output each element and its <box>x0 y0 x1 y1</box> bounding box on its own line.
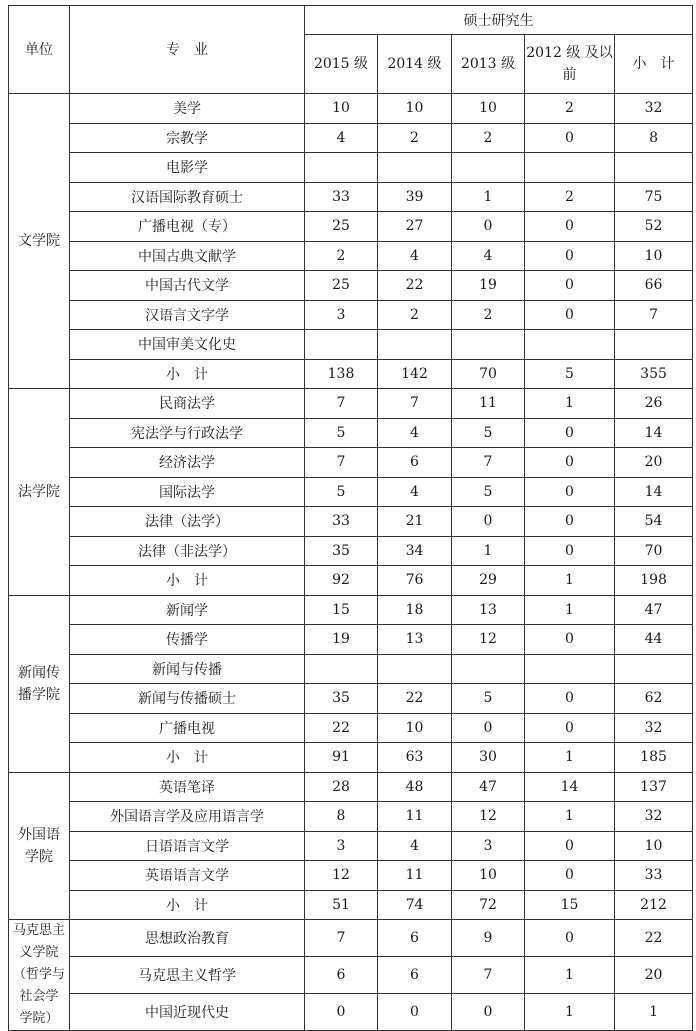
table-row <box>9 566 693 596</box>
header-year-2013: 2013 级 <box>452 35 525 94</box>
value-cell-subtotal: 33 <box>615 861 693 891</box>
table-row <box>9 802 693 832</box>
value-cell-subtotal: 20 <box>615 957 693 994</box>
value-cell-subtotal: 7 <box>615 300 693 330</box>
value-cell-2013: 47 <box>452 772 525 802</box>
value-cell-2014: 22 <box>378 684 452 714</box>
enrollment-document <box>8 5 693 1031</box>
value-cell-2012-earlier: 0 <box>525 920 615 957</box>
value-cell-2013: 9 <box>452 920 525 957</box>
value-cell-2013: 4 <box>452 241 525 271</box>
table-row <box>9 271 693 301</box>
value-cell-2013: 1 <box>452 182 525 212</box>
value-cell-2012-earlier: 0 <box>525 861 615 891</box>
major-cell: 汉语言文字学 <box>70 300 305 330</box>
value-cell-subtotal: 212 <box>615 890 693 920</box>
table-row <box>9 595 693 625</box>
value-cell-2015: 4 <box>305 123 378 153</box>
value-cell-subtotal: 26 <box>615 389 693 419</box>
value-cell-2013: 11 <box>452 389 525 419</box>
value-cell-2013: 0 <box>452 212 525 242</box>
value-cell-2015: 33 <box>305 507 378 537</box>
major-cell: 民商法学 <box>70 389 305 419</box>
value-cell-subtotal: 10 <box>615 831 693 861</box>
value-cell-2013: 13 <box>452 595 525 625</box>
value-cell-subtotal: 54 <box>615 507 693 537</box>
value-cell-2015: 25 <box>305 271 378 301</box>
major-cell: 小 计 <box>70 743 305 773</box>
value-cell-2013: 5 <box>452 477 525 507</box>
value-cell-2015: 35 <box>305 684 378 714</box>
value-cell-2015: 10 <box>305 94 378 124</box>
value-cell-subtotal <box>615 330 693 360</box>
value-cell-2015: 138 <box>305 359 378 389</box>
value-cell-2015: 7 <box>305 920 378 957</box>
value-cell-subtotal: 32 <box>615 94 693 124</box>
value-cell-2012-earlier <box>525 153 615 183</box>
value-cell-subtotal: 75 <box>615 182 693 212</box>
value-cell-2013: 7 <box>452 448 525 478</box>
value-cell-2013: 10 <box>452 861 525 891</box>
value-cell-2014: 0 <box>378 994 452 1031</box>
value-cell-2012-earlier <box>525 654 615 684</box>
value-cell-2013: 5 <box>452 418 525 448</box>
table-row <box>9 994 693 1031</box>
table-row <box>9 448 693 478</box>
value-cell-2015: 3 <box>305 300 378 330</box>
value-cell-2013: 70 <box>452 359 525 389</box>
value-cell-2014 <box>378 153 452 183</box>
value-cell-2014: 76 <box>378 566 452 596</box>
value-cell-2013: 10 <box>452 94 525 124</box>
value-cell-subtotal: 198 <box>615 566 693 596</box>
value-cell-2015: 3 <box>305 831 378 861</box>
value-cell-2015: 35 <box>305 536 378 566</box>
value-cell-subtotal: 22 <box>615 920 693 957</box>
value-cell-2015: 51 <box>305 890 378 920</box>
major-cell: 广播电视（专） <box>70 212 305 242</box>
header-major: 专 业 <box>70 6 305 94</box>
value-cell-2013: 2 <box>452 300 525 330</box>
value-cell-subtotal: 355 <box>615 359 693 389</box>
major-cell: 广播电视 <box>70 713 305 743</box>
value-cell-subtotal: 137 <box>615 772 693 802</box>
major-cell: 宪法学与行政法学 <box>70 418 305 448</box>
table-row <box>9 920 693 957</box>
table-row <box>9 743 693 773</box>
value-cell-subtotal: 20 <box>615 448 693 478</box>
unit-cell: 法学院 <box>9 389 70 596</box>
value-cell-subtotal <box>615 654 693 684</box>
value-cell-2012-earlier: 0 <box>525 241 615 271</box>
value-cell-2014: 7 <box>378 389 452 419</box>
table-row <box>9 861 693 891</box>
major-cell: 法律（非法学） <box>70 536 305 566</box>
value-cell-2014: 6 <box>378 957 452 994</box>
value-cell-2014: 2 <box>378 123 452 153</box>
value-cell-2012-earlier: 5 <box>525 359 615 389</box>
value-cell-2012-earlier: 0 <box>525 507 615 537</box>
major-cell: 马克思主义哲学 <box>70 957 305 994</box>
value-cell-subtotal: 32 <box>615 802 693 832</box>
major-cell: 新闻与传播硕士 <box>70 684 305 714</box>
value-cell-2015: 19 <box>305 625 378 655</box>
value-cell-2012-earlier: 0 <box>525 625 615 655</box>
value-cell-2013 <box>452 654 525 684</box>
major-cell: 新闻与传播 <box>70 654 305 684</box>
value-cell-2012-earlier: 0 <box>525 536 615 566</box>
major-cell: 汉语国际教育硕士 <box>70 182 305 212</box>
value-cell-2015: 92 <box>305 566 378 596</box>
value-cell-2015: 91 <box>305 743 378 773</box>
value-cell-2014: 21 <box>378 507 452 537</box>
value-cell-subtotal: 47 <box>615 595 693 625</box>
value-cell-2015: 12 <box>305 861 378 891</box>
value-cell-2014: 63 <box>378 743 452 773</box>
table-body <box>9 94 693 1031</box>
value-cell-2015: 0 <box>305 994 378 1031</box>
table-row <box>9 182 693 212</box>
value-cell-2013: 12 <box>452 625 525 655</box>
value-cell-2012-earlier: 0 <box>525 713 615 743</box>
major-cell: 法律（法学） <box>70 507 305 537</box>
value-cell-2013: 5 <box>452 684 525 714</box>
major-cell: 电影学 <box>70 153 305 183</box>
major-cell: 宗教学 <box>70 123 305 153</box>
value-cell-2013: 0 <box>452 994 525 1031</box>
major-cell: 小 计 <box>70 359 305 389</box>
value-cell-2015: 6 <box>305 957 378 994</box>
table-header <box>9 6 693 94</box>
value-cell-2013: 7 <box>452 957 525 994</box>
major-cell: 外国语言学及应用语言学 <box>70 802 305 832</box>
major-cell: 新闻学 <box>70 595 305 625</box>
value-cell-2015 <box>305 330 378 360</box>
table-row <box>9 831 693 861</box>
header-year-2012-earlier: 2012 级 及以前 <box>525 35 615 94</box>
value-cell-subtotal: 14 <box>615 418 693 448</box>
value-cell-2015: 28 <box>305 772 378 802</box>
table-row <box>9 890 693 920</box>
unit-cell: 新闻传 播学院 <box>9 595 70 772</box>
major-cell: 思想政治教育 <box>70 920 305 957</box>
value-cell-2015: 15 <box>305 595 378 625</box>
value-cell-subtotal: 44 <box>615 625 693 655</box>
major-cell: 国际法学 <box>70 477 305 507</box>
value-cell-subtotal: 32 <box>615 713 693 743</box>
value-cell-2013 <box>452 330 525 360</box>
value-cell-2012-earlier: 0 <box>525 418 615 448</box>
value-cell-2012-earlier: 1 <box>525 957 615 994</box>
value-cell-2013: 1 <box>452 536 525 566</box>
header-year-2014: 2014 级 <box>378 35 452 94</box>
value-cell-2012-earlier: 1 <box>525 802 615 832</box>
table-row <box>9 536 693 566</box>
major-cell: 中国审美文化史 <box>70 330 305 360</box>
value-cell-2014: 39 <box>378 182 452 212</box>
value-cell-subtotal: 185 <box>615 743 693 773</box>
table-row <box>9 957 693 994</box>
value-cell-2015: 33 <box>305 182 378 212</box>
value-cell-subtotal <box>615 153 693 183</box>
value-cell-subtotal: 70 <box>615 536 693 566</box>
value-cell-2014: 4 <box>378 477 452 507</box>
table-row <box>9 212 693 242</box>
table-row <box>9 300 693 330</box>
value-cell-2013: 19 <box>452 271 525 301</box>
major-cell: 小 计 <box>70 566 305 596</box>
value-cell-subtotal: 52 <box>615 212 693 242</box>
value-cell-2013: 3 <box>452 831 525 861</box>
major-cell: 美学 <box>70 94 305 124</box>
unit-cell: 外国语 学院 <box>9 772 70 920</box>
value-cell-2014: 34 <box>378 536 452 566</box>
value-cell-2013: 30 <box>452 743 525 773</box>
enrollment-table <box>8 5 693 1031</box>
value-cell-subtotal: 8 <box>615 123 693 153</box>
table-row <box>9 389 693 419</box>
value-cell-2015: 22 <box>305 713 378 743</box>
value-cell-2015: 2 <box>305 241 378 271</box>
header-year-2015: 2015 级 <box>305 35 378 94</box>
table-row <box>9 153 693 183</box>
value-cell-subtotal: 62 <box>615 684 693 714</box>
value-cell-subtotal: 1 <box>615 994 693 1031</box>
major-cell: 日语语言文学 <box>70 831 305 861</box>
header-unit: 单位 <box>9 6 70 94</box>
table-row <box>9 418 693 448</box>
value-cell-2012-earlier: 0 <box>525 271 615 301</box>
value-cell-2015 <box>305 654 378 684</box>
major-cell: 小 计 <box>70 890 305 920</box>
value-cell-2014: 4 <box>378 418 452 448</box>
value-cell-2012-earlier <box>525 330 615 360</box>
table-row <box>9 713 693 743</box>
table-row <box>9 241 693 271</box>
value-cell-2012-earlier: 1 <box>525 566 615 596</box>
value-cell-2014: 11 <box>378 861 452 891</box>
value-cell-2013: 29 <box>452 566 525 596</box>
value-cell-2014: 6 <box>378 920 452 957</box>
value-cell-2014 <box>378 330 452 360</box>
value-cell-2014: 74 <box>378 890 452 920</box>
table-row <box>9 477 693 507</box>
table-row <box>9 330 693 360</box>
table-row <box>9 123 693 153</box>
value-cell-2015: 5 <box>305 418 378 448</box>
table-row <box>9 654 693 684</box>
value-cell-2012-earlier: 0 <box>525 477 615 507</box>
value-cell-2014: 10 <box>378 713 452 743</box>
value-cell-2014: 11 <box>378 802 452 832</box>
value-cell-2012-earlier: 2 <box>525 182 615 212</box>
value-cell-2014: 48 <box>378 772 452 802</box>
value-cell-2012-earlier: 0 <box>525 300 615 330</box>
value-cell-2015: 5 <box>305 477 378 507</box>
major-cell: 英语笔译 <box>70 772 305 802</box>
value-cell-2012-earlier: 0 <box>525 212 615 242</box>
major-cell: 英语语言文学 <box>70 861 305 891</box>
table-row <box>9 772 693 802</box>
table-row <box>9 94 693 124</box>
value-cell-2012-earlier: 0 <box>525 684 615 714</box>
value-cell-2015: 8 <box>305 802 378 832</box>
value-cell-2015: 7 <box>305 389 378 419</box>
value-cell-2012-earlier: 0 <box>525 123 615 153</box>
table-row <box>9 507 693 537</box>
value-cell-subtotal: 66 <box>615 271 693 301</box>
value-cell-2012-earlier: 15 <box>525 890 615 920</box>
value-cell-2014: 22 <box>378 271 452 301</box>
value-cell-2014: 27 <box>378 212 452 242</box>
value-cell-2012-earlier: 1 <box>525 389 615 419</box>
value-cell-2013: 0 <box>452 713 525 743</box>
value-cell-2014: 2 <box>378 300 452 330</box>
value-cell-2012-earlier: 1 <box>525 994 615 1031</box>
value-cell-2015 <box>305 153 378 183</box>
table-row <box>9 359 693 389</box>
value-cell-2014: 142 <box>378 359 452 389</box>
value-cell-subtotal: 14 <box>615 477 693 507</box>
header-group: 硕士研究生 <box>305 6 693 35</box>
value-cell-2014: 4 <box>378 831 452 861</box>
value-cell-2013: 0 <box>452 507 525 537</box>
unit-cell: 马克思主 义学院 （哲学与 社会学 学院） <box>9 920 70 1031</box>
value-cell-2012-earlier: 1 <box>525 743 615 773</box>
header-subtotal: 小 计 <box>615 35 693 94</box>
major-cell: 传播学 <box>70 625 305 655</box>
value-cell-2014: 13 <box>378 625 452 655</box>
unit-cell: 文学院 <box>9 94 70 389</box>
major-cell: 中国古代文学 <box>70 271 305 301</box>
value-cell-2014: 4 <box>378 241 452 271</box>
value-cell-2012-earlier: 0 <box>525 448 615 478</box>
value-cell-2015: 7 <box>305 448 378 478</box>
value-cell-2014: 18 <box>378 595 452 625</box>
value-cell-2014 <box>378 654 452 684</box>
value-cell-2014: 6 <box>378 448 452 478</box>
value-cell-2013: 12 <box>452 802 525 832</box>
value-cell-2014: 10 <box>378 94 452 124</box>
table-row <box>9 625 693 655</box>
value-cell-2012-earlier: 1 <box>525 595 615 625</box>
value-cell-2012-earlier: 2 <box>525 94 615 124</box>
value-cell-2012-earlier: 0 <box>525 831 615 861</box>
major-cell: 中国古典文献学 <box>70 241 305 271</box>
value-cell-2012-earlier: 14 <box>525 772 615 802</box>
value-cell-2013: 72 <box>452 890 525 920</box>
value-cell-2013 <box>452 153 525 183</box>
value-cell-subtotal: 10 <box>615 241 693 271</box>
value-cell-2013: 2 <box>452 123 525 153</box>
table-row <box>9 684 693 714</box>
major-cell: 经济法学 <box>70 448 305 478</box>
value-cell-2015: 25 <box>305 212 378 242</box>
major-cell: 中国近现代史 <box>70 994 305 1031</box>
